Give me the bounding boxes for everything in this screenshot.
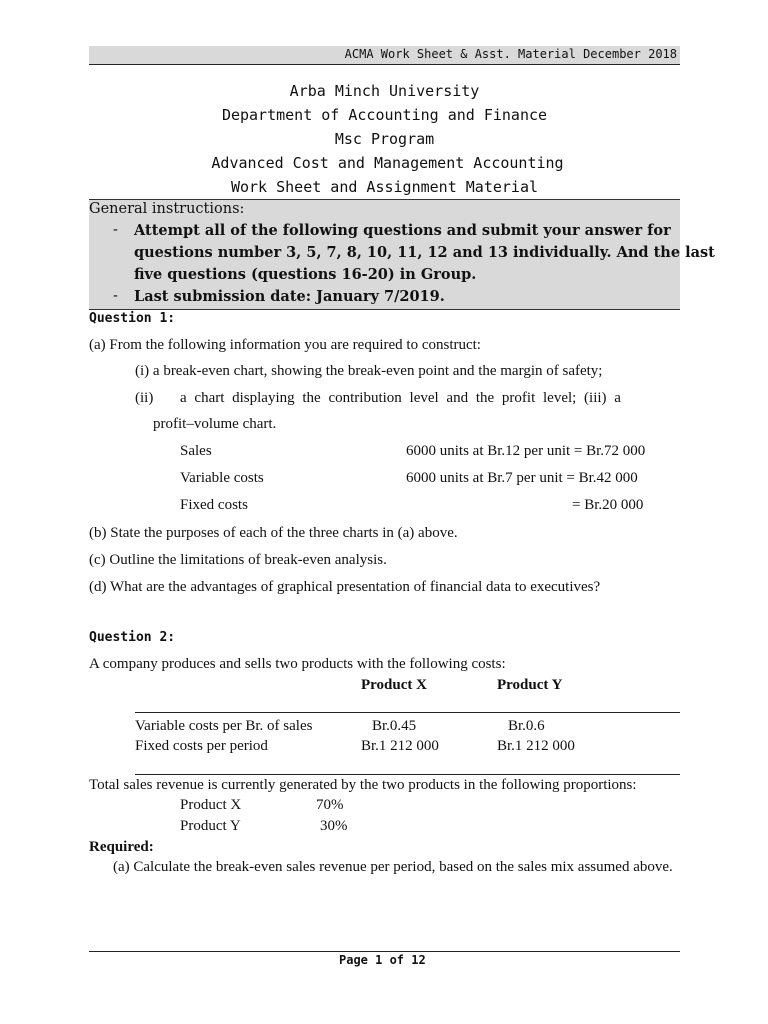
document-title: Work Sheet and Assignment Material xyxy=(230,178,539,196)
q2-table-row-label: Fixed costs per period xyxy=(135,738,268,754)
bullet-dash: - xyxy=(113,222,118,238)
q1-data-value: 6000 units at Br.12 per unit = Br.72 000 xyxy=(406,443,646,459)
q2-mix-product: Product X xyxy=(180,797,242,813)
q2-intro: A company produces and sells two products with the following costs: xyxy=(89,656,506,672)
footer-rule xyxy=(89,951,680,952)
q2-table-header-product-x: Product X xyxy=(361,677,427,693)
q2-mix-percent: 30% xyxy=(320,818,348,834)
q2-table-bottom-rule xyxy=(135,774,680,775)
instruction-item-1-line-3: five questions (questions 16-20) in Group. xyxy=(134,266,477,283)
q2-table-cell: Br.0.6 xyxy=(508,718,545,734)
instruction-item-2: Last submission date: January 7/2019. xyxy=(134,288,445,305)
q2-table-header-product-y: Product Y xyxy=(497,677,563,693)
q1-data-label: Sales xyxy=(180,443,212,459)
q1-data-label: Variable costs xyxy=(180,470,264,486)
q1-part-a-intro: (a) From the following information you are required to construct: xyxy=(89,337,481,353)
q1-data-value: = Br.20 000 xyxy=(572,497,644,513)
q1-part-a-ii-text: a chart displaying the contribution level and the profit level; (iii) a xyxy=(180,390,621,406)
q2-table-cell: Br.1 212 000 xyxy=(497,738,575,754)
q2-mix-percent: 70% xyxy=(316,797,344,813)
q2-mix-intro: Total sales revenue is currently generated by the two products in the following proportions: xyxy=(89,777,637,793)
running-header xyxy=(89,46,680,65)
program-name: Msc Program xyxy=(334,130,435,148)
question-1-heading: Question 1: xyxy=(89,311,176,326)
instruction-item-1-line-1: Attempt all of the following questions and submit your answer for xyxy=(134,222,671,239)
q1-part-a-i: (i) a break-even chart, showing the break-even point and the margin of safety; xyxy=(135,363,603,379)
q1-part-b: (b) State the purposes of each of the three charts in (a) above. xyxy=(89,525,458,541)
university-name: Arba Minch University xyxy=(289,82,480,100)
question-2-heading: Question 2: xyxy=(89,630,176,645)
department-name: Department of Accounting and Finance xyxy=(221,106,548,124)
general-instructions-box xyxy=(89,199,715,310)
q1-part-c: (c) Outline the limitations of break-even analysis. xyxy=(89,552,387,568)
page-number: Page 1 of 12 xyxy=(339,953,426,967)
q2-mix-product: Product Y xyxy=(180,818,241,834)
q2-table-row-label: Variable costs per Br. of sales xyxy=(135,718,313,734)
bullet-dash: - xyxy=(113,288,118,304)
q2-required-label: Required: xyxy=(89,839,154,855)
instruction-item-1-line-2: questions number 3, 5, 7, 8, 10, 11, 12 and 13 individually. And the last xyxy=(134,244,715,261)
q2-table-top-rule xyxy=(135,712,680,713)
q2-required-part-a: (a) Calculate the break-even sales revenue per period, based on the sales mix assumed above. xyxy=(113,859,673,875)
instructions-heading: General instructions: xyxy=(89,201,245,217)
q1-data-value: 6000 units at Br.7 per unit = Br.42 000 xyxy=(406,470,638,486)
q1-part-a-ii-label: (ii) xyxy=(135,390,154,406)
q1-part-a-ii-continuation: profit–volume chart. xyxy=(153,416,277,432)
q2-table-cell: Br.0.45 xyxy=(372,718,417,734)
course-title: Advanced Cost and Management Accounting xyxy=(211,154,564,172)
q1-data-label: Fixed costs xyxy=(180,497,248,513)
running-header-text: ACMA Work Sheet & Asst. Material December 2018 xyxy=(344,47,677,61)
q2-table-cell: Br.1 212 000 xyxy=(361,738,439,754)
q1-part-d: (d) What are the advantages of graphical presentation of financial data to executives? xyxy=(89,579,601,595)
